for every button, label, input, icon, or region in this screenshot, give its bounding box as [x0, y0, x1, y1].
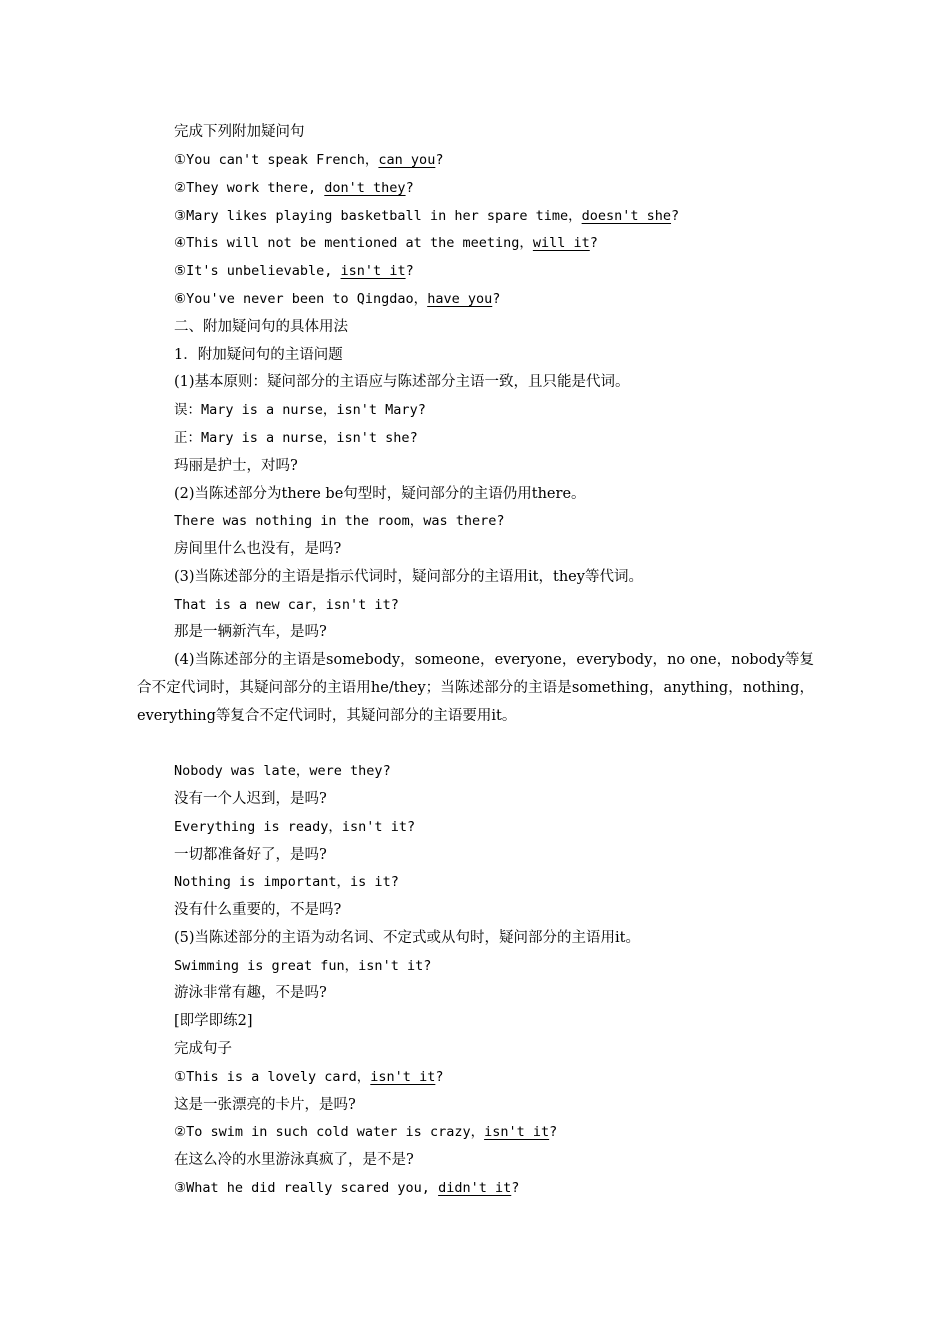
- exercise-heading: 完成下列附加疑问句: [174, 124, 305, 140]
- item-stem: Mary likes playing basketball in her spare time，: [186, 208, 582, 224]
- item-end: ?: [435, 1069, 444, 1085]
- item-answer: have you: [427, 291, 493, 307]
- item-number: ②: [174, 1124, 187, 1140]
- example-4c: Nothing is important，is it?: [174, 874, 399, 890]
- item-answer: doesn't she: [581, 208, 672, 224]
- practice-item-1: [174, 1067, 820, 1087]
- item-number: ①: [174, 152, 187, 168]
- translation-2: 房间里什么也没有，是吗?: [174, 541, 342, 557]
- practice-translation-1: 这是一张漂亮的卡片，是吗?: [174, 1097, 356, 1113]
- item-stem: You've never been to Qingdao，: [186, 291, 428, 307]
- translation-4a: 没有一个人迟到，是吗?: [174, 791, 327, 807]
- item-end: ?: [492, 291, 501, 307]
- item-stem: It's unbelievable,: [186, 263, 341, 279]
- exercise-item-6: [174, 289, 820, 309]
- translation-4c: 没有什么重要的，不是吗?: [174, 902, 342, 918]
- exercise-item-1: [174, 150, 820, 170]
- example-5: Swimming is great fun，isn't it?: [174, 958, 432, 974]
- item-stem: They work there,: [186, 180, 325, 196]
- rule-4: (4)当陈述部分的主语是somebody，someone，everyone，everybody，no one，nobody等复合不定代词时，其疑问部分的主语用he/they；当陈述部分的主语是something，anything，nothing，everything等复合不定代词时，其疑问部分的主语要用it。: [137, 652, 814, 724]
- translation-5: 游泳非常有趣，不是吗?: [174, 985, 327, 1001]
- practice-heading: 完成句子: [174, 1041, 232, 1057]
- item-number: ⑥: [174, 291, 187, 307]
- rule-2: (2)当陈述部分为there be句型时，疑问部分的主语仍用there。: [174, 486, 586, 502]
- exercise-item-3: [174, 206, 820, 226]
- item-answer: didn't it: [438, 1180, 512, 1196]
- item-stem: What he did really scared you,: [186, 1180, 439, 1196]
- item-end: ?: [589, 235, 598, 251]
- subsection-heading: 1．附加疑问句的主语问题: [174, 347, 343, 363]
- item-answer: will it: [532, 235, 590, 251]
- item-answer: isn't it: [370, 1069, 436, 1085]
- practice-translation-2: 在这么冷的水里游泳真疯了，是不是?: [174, 1152, 414, 1168]
- example-4b: Everything is ready，isn't it?: [174, 819, 416, 835]
- rule-3: (3)当陈述部分的主语是指示代词时，疑问部分的主语用it，they等代词。: [174, 569, 643, 585]
- item-end: ?: [671, 208, 680, 224]
- practice-tag: [即学即练2]: [174, 1013, 253, 1029]
- item-number: ⑤: [174, 263, 187, 279]
- rule-1: (1)基本原则：疑问部分的主语应与陈述部分主语一致，且只能是代词。: [174, 374, 630, 390]
- example-3: That is a new car，isn't it?: [174, 597, 399, 613]
- item-end: ?: [549, 1124, 558, 1140]
- wrong-example: 误：Mary is a nurse，isn't Mary?: [174, 402, 426, 418]
- item-end: ?: [405, 263, 414, 279]
- item-stem: This will not be mentioned at the meeting，: [186, 235, 533, 251]
- right-example: 正：Mary is a nurse，isn't she?: [174, 430, 418, 446]
- rule-5: (5)当陈述部分的主语为动名词、不定式或从句时，疑问部分的主语用it。: [174, 930, 641, 946]
- item-number: ④: [174, 235, 187, 251]
- exercise-item-4: [174, 233, 820, 253]
- item-stem: This is a lovely card，: [186, 1069, 371, 1085]
- translation-1: 玛丽是护士，对吗?: [174, 458, 298, 474]
- item-end: ?: [435, 152, 444, 168]
- practice-item-2: [174, 1122, 820, 1142]
- practice-item-3: [174, 1178, 820, 1198]
- example-2: There was nothing in the room，was there?: [174, 513, 505, 529]
- item-answer: don't they: [324, 180, 406, 196]
- item-end: ?: [405, 180, 414, 196]
- item-end: ?: [511, 1180, 520, 1196]
- item-number: ①: [174, 1069, 187, 1085]
- item-answer: isn't it: [340, 263, 406, 279]
- example-4a: Nobody was late，were they?: [174, 763, 391, 779]
- item-stem: To swim in such cold water is crazy，: [186, 1124, 485, 1140]
- exercise-item-5: [174, 261, 820, 281]
- item-number: ②: [174, 180, 187, 196]
- item-answer: can you: [378, 152, 436, 168]
- item-stem: You can't speak French，: [186, 152, 379, 168]
- item-number: ③: [174, 208, 187, 224]
- exercise-item-2: [174, 178, 820, 198]
- rule-4-paragraph: [137, 646, 814, 730]
- translation-4b: 一切都准备好了，是吗?: [174, 847, 327, 863]
- item-number: ③: [174, 1180, 187, 1196]
- section-heading: 二、附加疑问句的具体用法: [174, 319, 348, 335]
- translation-3: 那是一辆新汽车，是吗?: [174, 624, 327, 640]
- item-answer: isn't it: [484, 1124, 550, 1140]
